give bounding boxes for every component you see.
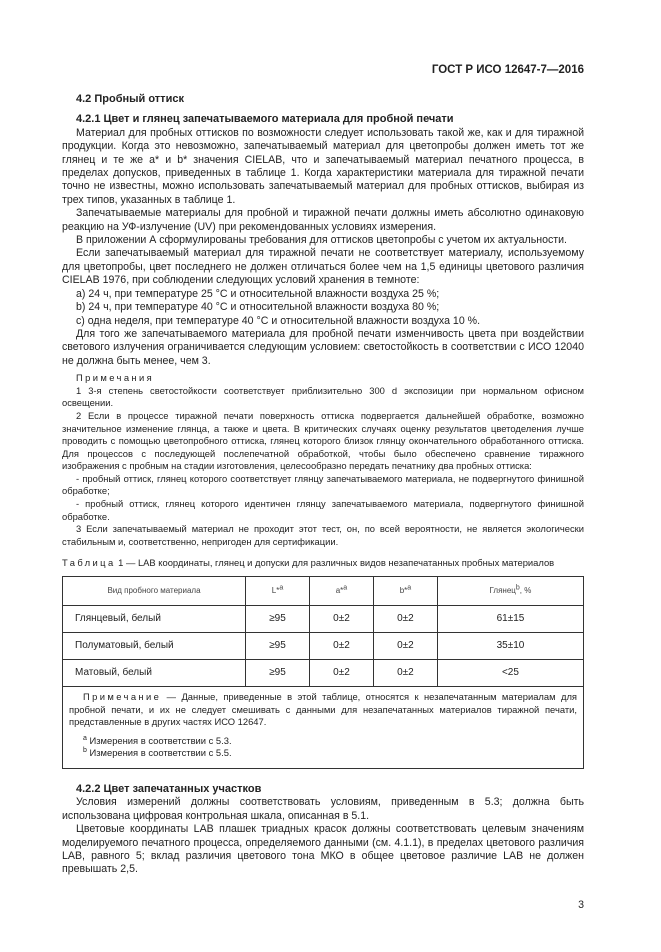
notes-block <box>62 372 584 548</box>
cell: 61±15 <box>437 606 583 633</box>
paragraph: Материал для пробных оттисков по возможности следует использовать такой же, как и для тиражной продукции. Когда это невозможно, запечатываемый материал для цветопробы должен иметь тот же глянец и те же a* и b* значения CIELAB, что и запечатываемый материал печатного процесса, в пределах допусков, приведенных в таблице 1. Когда характеристики материала для тиражной печати точно не известны, можно использовать запечатываемый материал для пробных оттисков, выбирая из трех типов, указанных в таблице 1. <box>62 126 584 206</box>
table-1 <box>62 576 584 687</box>
paragraph: Для того же запечатываемого материала для пробной печати изменчивость цвета при воздействии светового излучения ограничивается следующим условием: светостойкость в соответствии с ИСО 12040 не должна быть менее, чем 3. <box>62 327 584 367</box>
note-item: - пробный оттиск, глянец которого соответствует глянцу запечатываемого материала, не подвергнутого финишной обработке; <box>62 472 584 497</box>
cell: <25 <box>437 660 583 687</box>
table-caption-label: Таблица <box>62 557 116 569</box>
cell: 0±2 <box>373 660 437 687</box>
document-body <box>62 93 584 952</box>
paragraph: В приложении А сформулированы требования для оттисков цветопробы с учетом их актуальности. <box>76 234 567 247</box>
cell: ≥95 <box>246 606 310 633</box>
paragraph: Если запечатываемый материал для тиражной печати не соответствует материалу, используемому для цветопробы, цвет последнего не должен отличаться более чем на 1,5 единицы цветового различия CIELAB 1976, при соблюдении следующих условий хранения в темноте: <box>62 247 584 287</box>
paragraph: Запечатываемые материалы для пробной и тиражной печати должны иметь абсолютно одинаковую реакцию на УФ-излучение (UV) при рекомендованных условиях измерения. <box>62 207 584 233</box>
column-header: Глянец$^b$, % <box>437 577 583 606</box>
cell: 0±2 <box>373 606 437 633</box>
table-row <box>63 606 584 633</box>
paragraph: Условия измерений должны соответствовать условиям, приведенным в 5.3; должна быть использована цифровая контрольная шкала, описанная в 5.1. <box>62 796 584 822</box>
column-header: a*$^a$ <box>309 577 373 606</box>
cell: 35±10 <box>437 633 583 660</box>
list-item: a) 24 ч, при температуре 25 °С и относительной влажности воздуха 25 %; <box>76 287 440 300</box>
section-4-2-1-title: 4.2.1 Цвет и глянец запечатываемого материала для пробной печати <box>76 113 454 126</box>
footnote: $^a$ Измерения в соответствии с 5.3. <box>83 734 232 746</box>
column-header: L*$^a$ <box>246 577 310 606</box>
column-header: b*$^a$ <box>373 577 437 606</box>
table-row <box>63 633 584 660</box>
table-note-label: Примечание <box>83 691 162 703</box>
note-item: 2 Если в процессе тиражной печати поверхность оттиска подвергается дальнейшей обработке, возможно значительное изменение глянца, а также и цвета. В критических случаях оценку результатов цветоделения лучше проводить с помощью цветопробного оттиска, глянец которого близок глянцу окончательного обработанного оттиска. Для процессов с последующей послепечатной обработкой, чтобы было обеспечено сравнение тиражного изображения с пробным на стадии изготовления, целесообразно передать печатнику два пробных оттиска: <box>62 409 584 472</box>
section-4-2-title: 4.2 Пробный оттиск <box>76 93 184 105</box>
list-item: c) одна неделя, при температуре 40 °С и относительной влажности воздуха 10 %. <box>76 314 481 327</box>
list-item: b) 24 ч, при температуре 40 °С и относительной влажности воздуха 80 %; <box>76 301 440 314</box>
section-4-2-2-title: 4.2.2 Цвет запечатанных участков <box>76 783 262 795</box>
page-number: 3 <box>578 898 584 911</box>
note-item: 3 Если запечатываемый материал не проходит этот тест, он, по всей вероятности, не является экологически стабильным и, соответственно, непригоден для сертификации. <box>62 523 584 547</box>
cell: 0±2 <box>309 660 373 687</box>
cell: 0±2 <box>373 633 437 660</box>
notes-title: Примечания <box>76 372 155 384</box>
note-item: 1 3-я степень светостойкости соответствует приблизительно 300 d экспозиции при нормальном офисном освещении. <box>62 384 584 409</box>
cell: ≥95 <box>246 633 310 660</box>
paragraph: Цветовые координаты LAB плашек триадных красок должны соответствовать целевым значениям моделируемого печатного процесса, определяемого данными (см. 4.1.1), в пределах цветового различия LAB, равного 5; вклад различия цветового тона МКО в общее цветовое различие LAB не должен превышать 2,5. <box>62 823 584 876</box>
cell: Матовый, белый <box>63 660 246 687</box>
cell: ≥95 <box>246 660 310 687</box>
table-row <box>63 660 584 687</box>
table-note-text: — Данные, приведенные в этой таблице, относятся к незапечатанным материалам для пробной печати, и их не следует смешивать с данными для незапечатанных материалов тиражной печати, представленные в других частях ИСО 12647. <box>69 691 577 728</box>
cell: Полуматовый, белый <box>63 633 246 660</box>
cell: 0±2 <box>309 606 373 633</box>
table-caption-text: 1 — LAB координаты, глянец и допуски для различных видов незапечатанных пробных материалов <box>118 557 555 569</box>
footnote: $^b$ Измерения в соответствии с 5.5. <box>83 747 232 759</box>
column-header: Вид пробного материала <box>63 577 246 606</box>
cell: Глянцевый, белый <box>63 606 246 633</box>
document-id-header: ГОСТ Р ИСО 12647-7—2016 <box>431 64 584 76</box>
cell: 0±2 <box>309 633 373 660</box>
table-header-row <box>63 577 584 606</box>
table-note <box>62 687 584 769</box>
note-item: - пробный оттиск, глянец которого идентичен глянцу запечатываемого материала, подвергнутого финишной обработке. <box>62 498 584 522</box>
table-caption <box>62 557 584 570</box>
